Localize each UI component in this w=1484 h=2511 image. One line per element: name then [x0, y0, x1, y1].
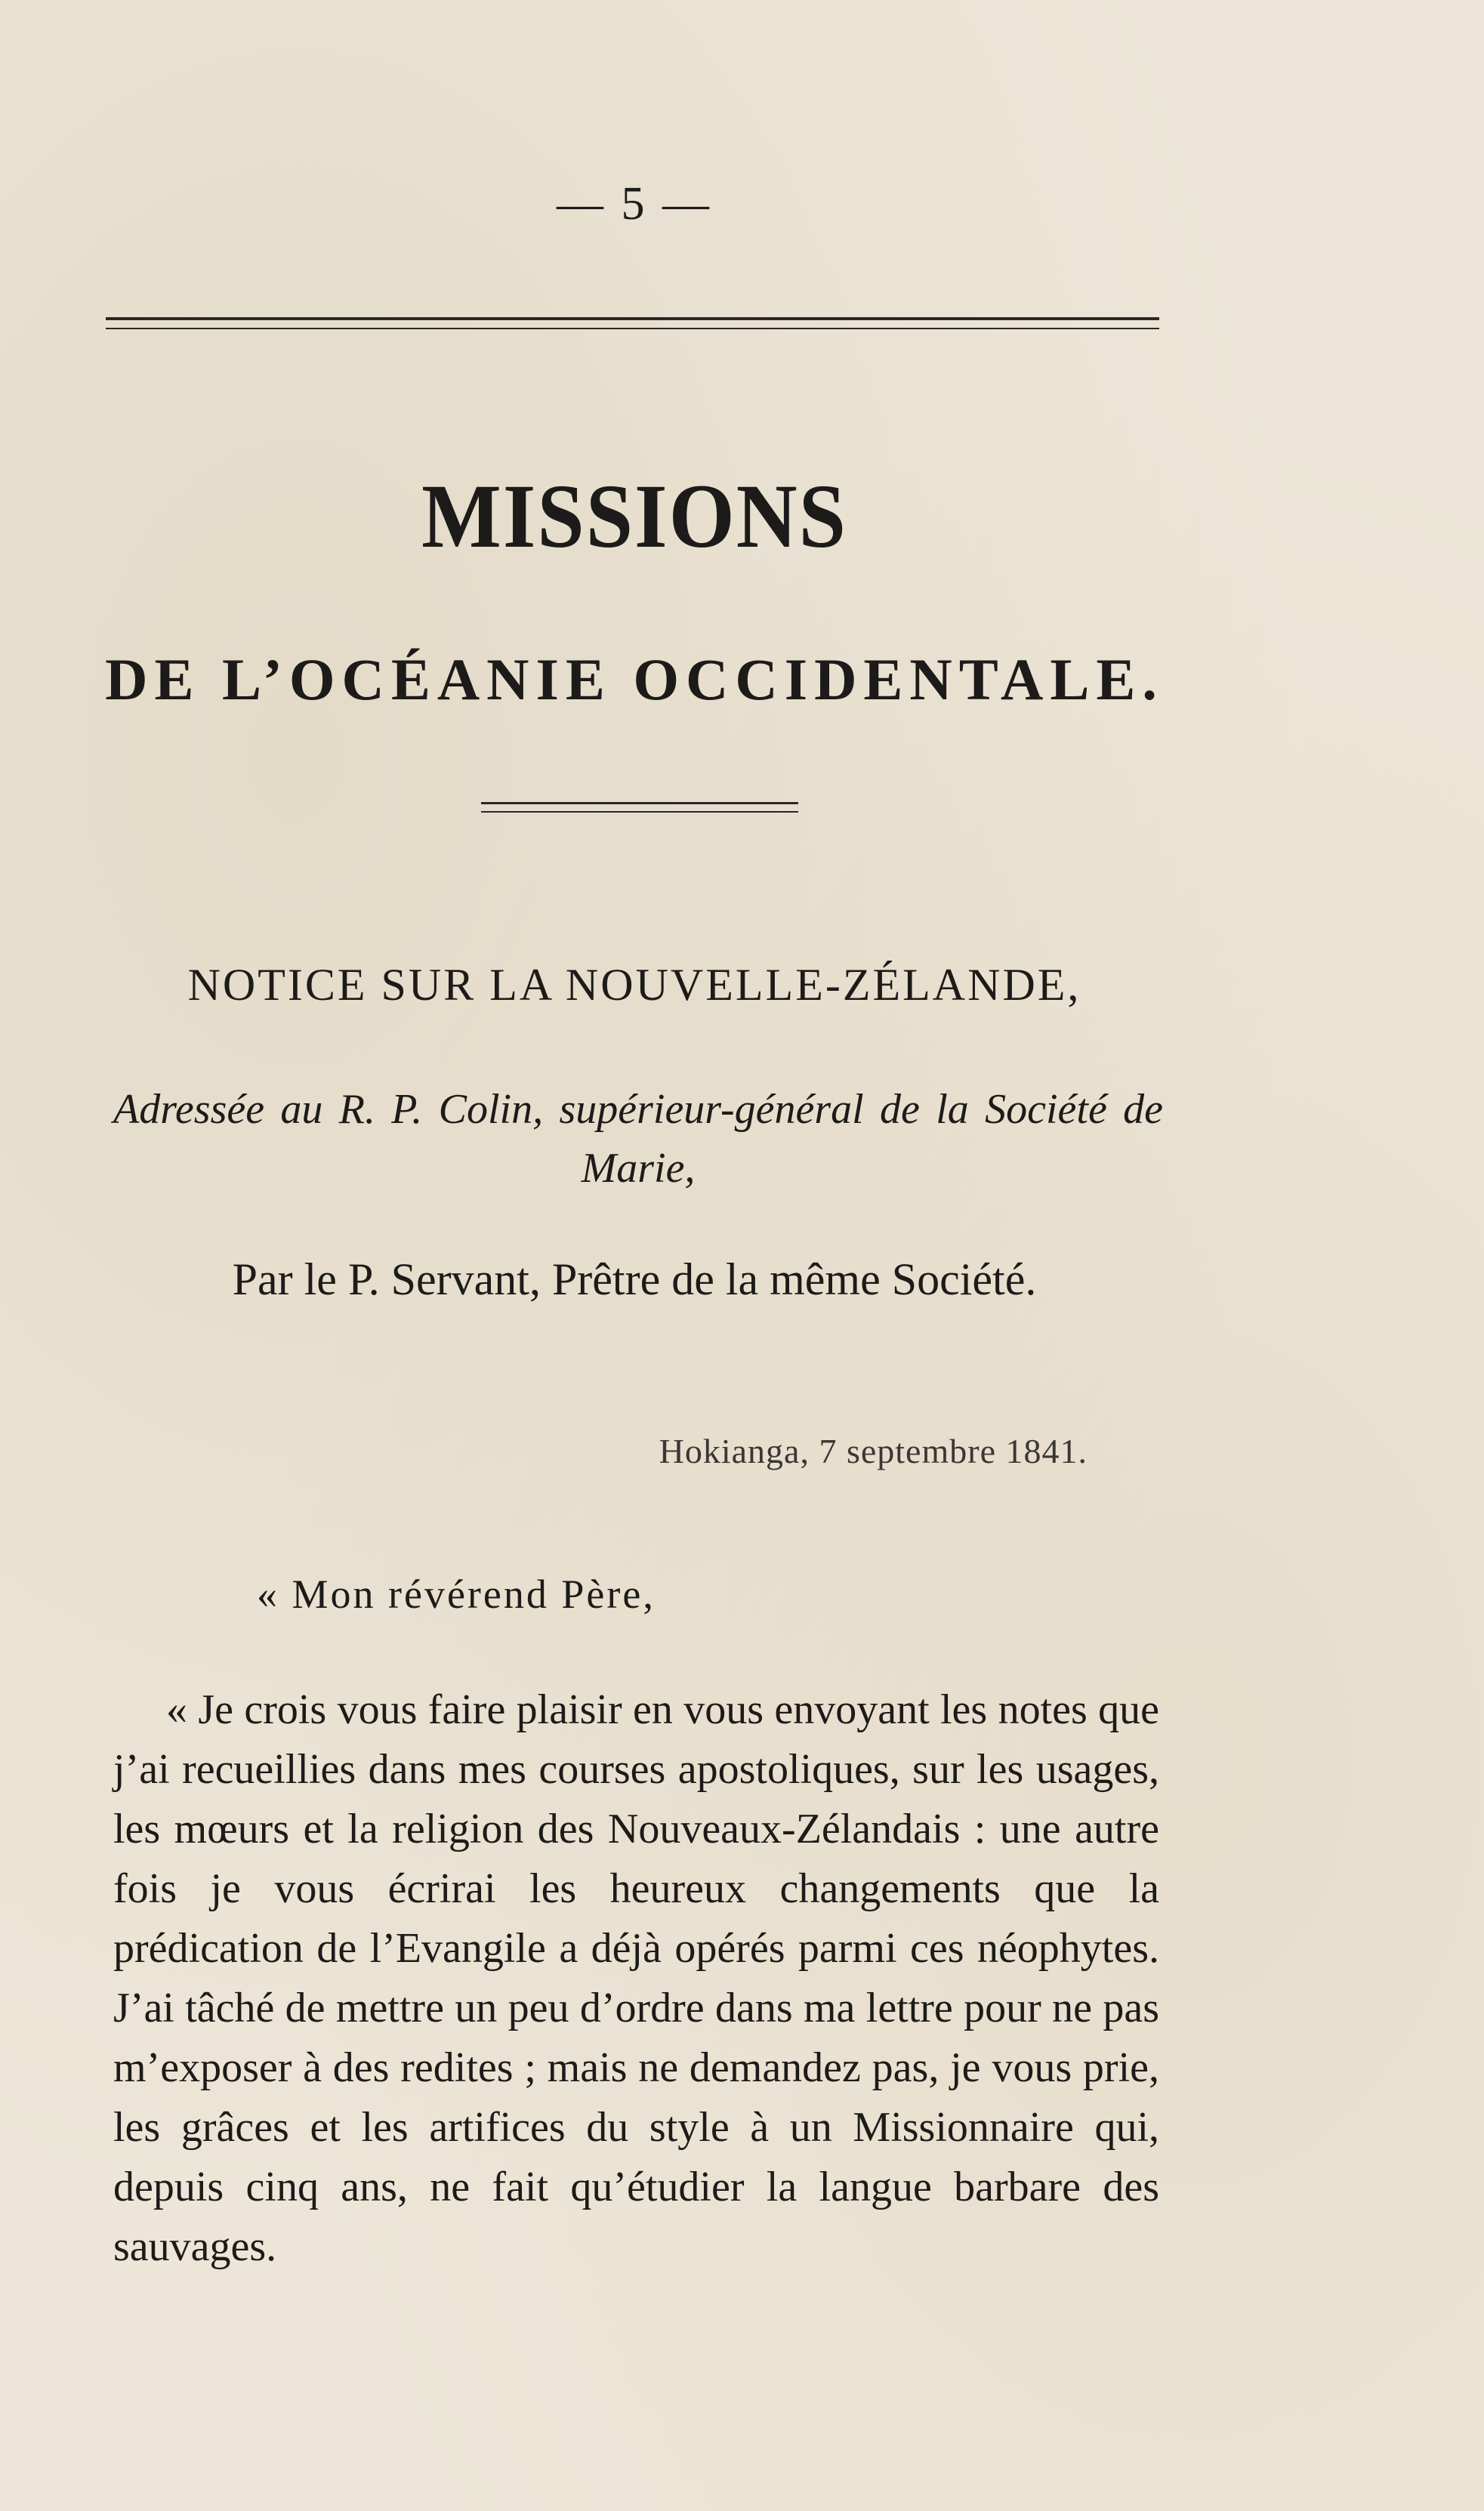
- page-title: MISSIONS: [421, 465, 847, 567]
- body-paragraph: « Je crois vous faire plaisir en vous envoyant les notes que j’ai recueillies dans mes courses apostoliques, sur les usages, les mœurs et la religion des Nouveaux-Zélandais : une autre fois je vous écrirai les heureux changements que la prédication de l’Evangile a déjà opérés parmi ces néophytes. J’ai tâché de mettre un peu d’ordre dans ma lettre pour ne pas m’exposer à des redites ; mais ne demandez pas, je vous prie, les grâces et les artifices du style à un Missionnaire qui, depuis cinq ans, ne fait qu’étudier la langue barbare des sauvages.: [113, 1686, 1159, 2270]
- header-rule-thin: [106, 328, 1159, 329]
- notice-heading: NOTICE SUR LA NOUVELLE-ZÉLANDE,: [187, 960, 1081, 1010]
- page-subtitle: DE L’OCÉANIE OCCIDENTALE.: [105, 646, 1164, 712]
- salutation: « Mon révérend Père,: [257, 1572, 656, 1617]
- dateline: Hokianga, 7 septembre 1841.: [659, 1432, 1088, 1470]
- addressee-line: Adressée au R. P. Colin, supérieur-général de la Société de Marie,: [113, 1086, 1163, 1192]
- page-number: — 5 —: [557, 178, 712, 230]
- section-rule: [481, 802, 798, 804]
- author-line: Par le P. Servant, Prêtre de la même Société.: [232, 1254, 1037, 1304]
- section-rule-thin: [481, 811, 798, 813]
- header-rule: [106, 317, 1159, 320]
